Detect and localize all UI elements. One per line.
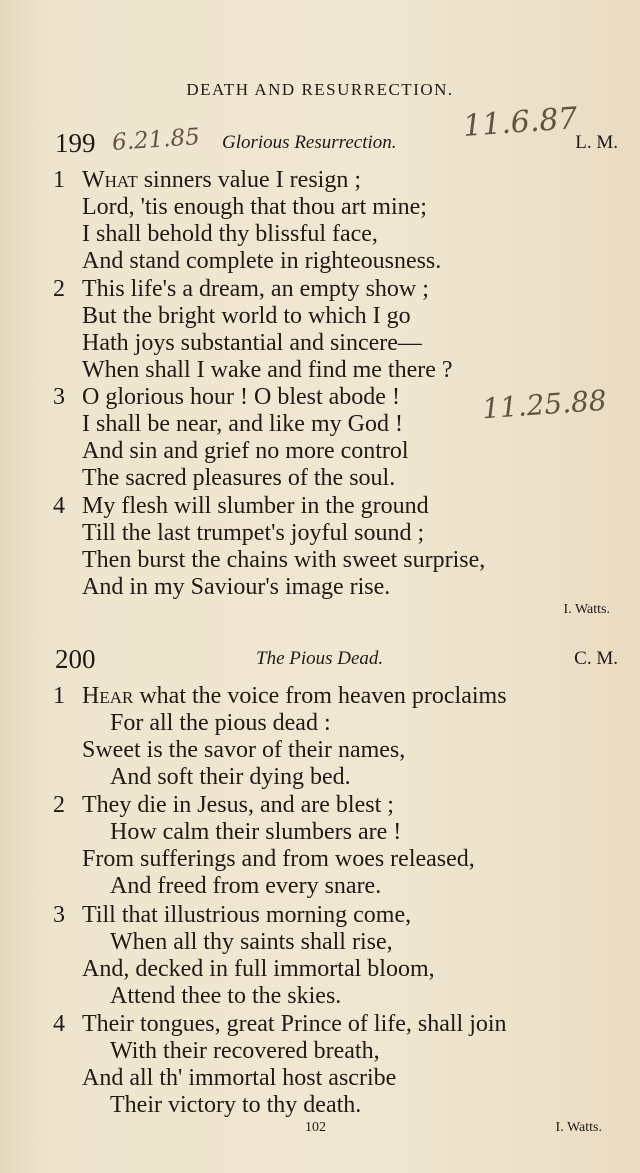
hymn-200-heading (0, 644, 640, 676)
stanza-number: 3 (53, 902, 65, 928)
verse-line: How calm their slumbers are ! (110, 819, 402, 845)
verse-line: For all the pious dead : (110, 710, 331, 736)
verse-line: Till the last trumpet's joyful sound ; (82, 520, 425, 546)
verse-line: The sacred pleasures of the soul. (82, 465, 396, 491)
stanza-number: 2 (53, 792, 65, 818)
hymn-number: 199 (55, 128, 96, 158)
handwritten-date-annotation: 11.6.87 (461, 101, 579, 144)
author-attribution: I. Watts. (555, 1120, 602, 1135)
verse-line: Sweet is the savor of their names, (82, 737, 406, 763)
verse-line (82, 683, 507, 710)
stanza-number: 4 (53, 493, 65, 519)
stanza-number: 3 (53, 384, 65, 410)
hymn-title: Glorious Resurrection. (222, 132, 397, 153)
verse-line: When shall I wake and find me there ? (82, 357, 453, 383)
hymn-meter: C. M. (574, 648, 618, 669)
stanza-number: 4 (53, 1011, 65, 1037)
verse-line: Their tongues, great Prince of life, shall join (82, 1011, 507, 1037)
hymn-meter: L. M. (575, 132, 618, 153)
verse-line: And stand complete in righteousness. (82, 248, 442, 274)
hymn-title: The Pious Dead. (256, 648, 384, 669)
author-attribution: I. Watts. (563, 602, 610, 617)
verse-line: I shall behold thy blissful face, (82, 221, 378, 247)
verse-line: Lord, 'tis enough that thou art mine; (82, 194, 427, 220)
verse-line: When all thy saints shall rise, (110, 929, 393, 955)
first-word: What (82, 167, 138, 193)
stanza-number: 2 (53, 276, 65, 302)
verse-line: And soft their dying bed. (110, 764, 351, 790)
verse-line: From sufferings and from woes released, (82, 846, 475, 872)
stanza-number: 1 (53, 683, 65, 709)
verse-line: Their victory to thy death. (110, 1092, 362, 1118)
verse-line: With their recovered breath, (110, 1038, 380, 1064)
handwritten-date-annotation: 6.21.85 (111, 123, 201, 157)
page-number: 102 (305, 1120, 326, 1135)
verse-line: And in my Saviour's image rise. (82, 574, 391, 600)
verse-line: Till that illustrious morning come, (82, 902, 412, 928)
handwritten-date-annotation: 11.25.88 (481, 383, 608, 426)
running-header: DEATH AND RESURRECTION. (186, 80, 454, 99)
verse-line: Attend thee to the skies. (110, 983, 342, 1009)
verse-line: Then burst the chains with sweet surprise, (82, 547, 486, 573)
verse-line: They die in Jesus, and are blest ; (82, 792, 394, 818)
hymn-number: 200 (55, 644, 96, 674)
verse-line: This life's a dream, an empty show ; (82, 276, 429, 302)
verse-line: My flesh will slumber in the ground (82, 493, 429, 519)
verse-line: And all th' immortal host ascribe (82, 1065, 397, 1091)
verse-line: And sin and grief no more control (82, 438, 409, 464)
verse-line: But the bright world to which I go (82, 303, 411, 329)
verse-line (82, 167, 361, 194)
verse-line: And freed from every snare. (110, 873, 382, 899)
verse-line-text: what the voice from heaven proclaims (133, 683, 507, 709)
first-word: Hear (82, 683, 134, 709)
verse-line: O glorious hour ! O blest abode ! (82, 384, 400, 410)
verse-line-text: sinners value I resign ; (137, 167, 361, 193)
verse-line: Hath joys substantial and sincere— (82, 330, 422, 356)
verse-line: I shall be near, and like my God ! (82, 411, 403, 437)
verse-line: And, decked in full immortal bloom, (82, 956, 435, 982)
stanza-number: 1 (53, 167, 65, 193)
